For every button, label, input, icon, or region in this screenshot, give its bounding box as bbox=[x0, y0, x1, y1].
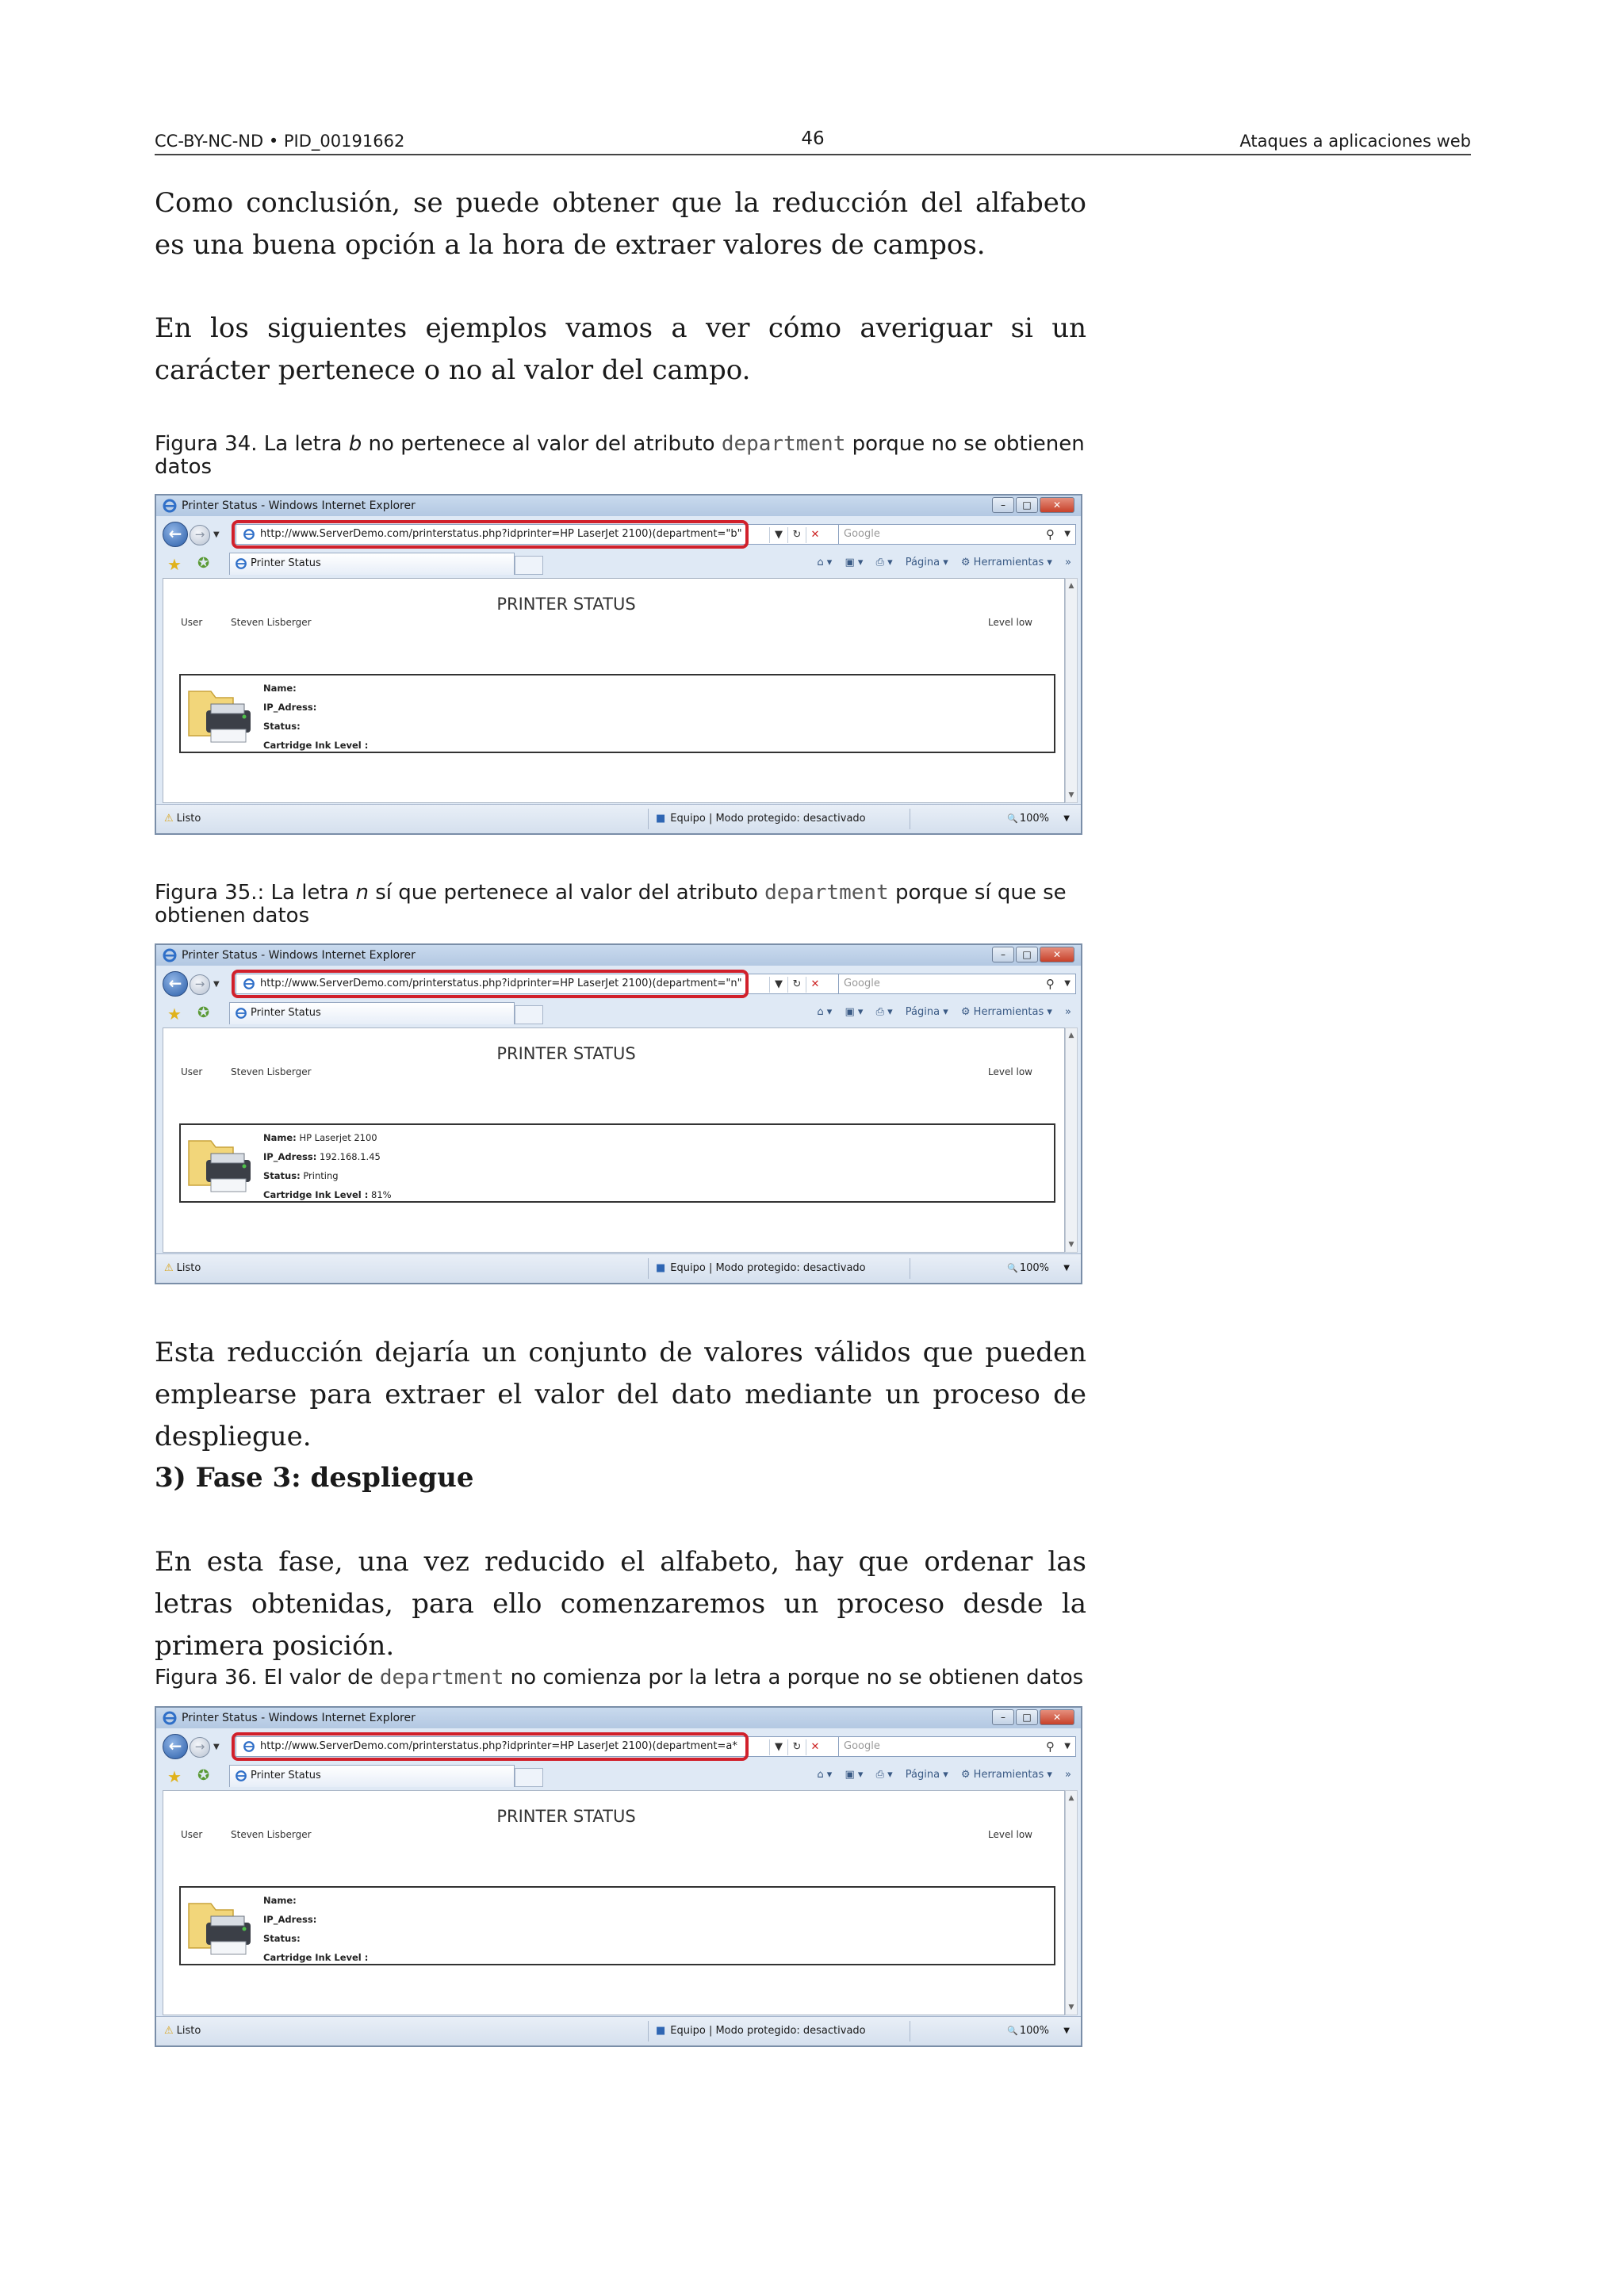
vertical-scrollbar[interactable] bbox=[1065, 578, 1078, 803]
figure-caption-36 bbox=[155, 1667, 1086, 1689]
printer-folder-icon bbox=[184, 1130, 260, 1198]
caption-text: sí que pertenece al valor del atributo bbox=[369, 881, 765, 905]
page-number: 46 bbox=[801, 128, 825, 149]
ip-label: IP_Adress: bbox=[263, 1151, 317, 1162]
address-url: http://www.ServerDemo.com/printerstatus.php?idprinter=HP LaserJet 2100)(department=a* bbox=[260, 1740, 737, 1752]
printer-folder-icon bbox=[184, 1892, 260, 1961]
command-bar bbox=[807, 557, 1071, 568]
status-row bbox=[263, 717, 368, 736]
search-input[interactable] bbox=[838, 1736, 1076, 1757]
address-buttons bbox=[769, 977, 824, 993]
printer-fields bbox=[263, 679, 368, 755]
ink-level-label: Level low bbox=[988, 1066, 1032, 1077]
ie-logo-icon bbox=[163, 1711, 177, 1725]
ink-label: Cartridge Ink Level : bbox=[263, 1189, 369, 1200]
status-ready: ⚠ Listo bbox=[164, 813, 201, 825]
tools-menu-label: Herramientas ▾ bbox=[973, 557, 1052, 568]
caption-text: no pertenece al valor del atributo bbox=[362, 432, 722, 456]
tab-bar bbox=[156, 1763, 1081, 1789]
tab-label: Printer Status bbox=[251, 1770, 321, 1781]
close-icon[interactable]: ✕ bbox=[1040, 1709, 1074, 1725]
window-title: Printer Status - Windows Internet Explorer bbox=[182, 949, 416, 962]
paragraph-conclusion: Como conclusión, se puede obtener que la reducción del alfabeto es una buena opción a la hora de extraer valores de campos. bbox=[155, 187, 1086, 261]
chevron-down-icon[interactable]: ▼ bbox=[1064, 530, 1071, 538]
caption-text: no comienza por la letra a porque no se obtienen datos bbox=[504, 1666, 1084, 1689]
refresh-icon[interactable]: ↻ bbox=[787, 977, 806, 993]
search-icon[interactable]: ⚲ bbox=[1046, 1739, 1055, 1754]
name-row bbox=[263, 1891, 368, 1910]
user-label: User bbox=[181, 1829, 203, 1840]
back-icon[interactable]: ← bbox=[163, 1734, 188, 1759]
user-label: User bbox=[181, 617, 203, 628]
navigation-bar bbox=[156, 518, 1081, 551]
caption-text: porque sí que se obtienen datos bbox=[155, 881, 1067, 928]
scroll-up-icon[interactable]: ▲ bbox=[1068, 1031, 1074, 1039]
stop-icon[interactable]: ✕ bbox=[806, 1739, 824, 1755]
address-buttons bbox=[769, 527, 824, 543]
favorites-star-icon[interactable]: ★ bbox=[167, 555, 182, 574]
page-menu-label: Página ▾ bbox=[905, 557, 948, 568]
user-name: Steven Lisberger bbox=[231, 617, 312, 628]
caption-text: Figura 35.: La letra bbox=[155, 881, 356, 905]
tab-printer-status[interactable] bbox=[229, 1765, 515, 1787]
name-value: HP Laserjet 2100 bbox=[299, 1132, 377, 1143]
ie-page-icon bbox=[235, 1770, 247, 1782]
window-title: Printer Status - Windows Internet Explorer bbox=[182, 1712, 416, 1724]
page-content bbox=[163, 1790, 1065, 2015]
back-icon[interactable]: ← bbox=[163, 522, 188, 547]
user-name: Steven Lisberger bbox=[231, 1066, 312, 1077]
maximize-icon[interactable]: □ bbox=[1016, 947, 1038, 962]
status-bar bbox=[156, 804, 1081, 833]
name-row bbox=[263, 679, 368, 698]
zoom-level[interactable]: 🔍 100% bbox=[1007, 813, 1049, 825]
add-favorites-icon[interactable]: ✪ bbox=[197, 1767, 210, 1784]
divider bbox=[648, 1258, 649, 1279]
name-label: Name: bbox=[263, 1895, 297, 1906]
caption-text: Figura 34. La letra bbox=[155, 432, 349, 456]
forward-icon[interactable]: → bbox=[190, 974, 210, 995]
highlight-box bbox=[232, 970, 749, 998]
status-row bbox=[263, 1166, 392, 1185]
status-bar bbox=[156, 2016, 1081, 2045]
add-favorites-icon[interactable]: ✪ bbox=[197, 555, 210, 572]
caption-italic: b bbox=[348, 432, 362, 456]
chevron-down-icon[interactable]: ▼ bbox=[1064, 979, 1071, 988]
home-icon[interactable]: ⌂ ▾ bbox=[817, 1769, 833, 1781]
new-tab-button[interactable] bbox=[515, 556, 543, 575]
document-title: Ataques a aplicaciones web bbox=[1239, 132, 1471, 151]
status-label: Status: bbox=[263, 1170, 301, 1181]
browser-window-figure-36 bbox=[155, 1706, 1082, 2047]
status-bar bbox=[156, 1253, 1081, 1283]
window-titlebar bbox=[156, 496, 1081, 516]
scroll-up-icon[interactable]: ▲ bbox=[1068, 1794, 1074, 1802]
minimize-icon[interactable]: – bbox=[992, 1709, 1014, 1725]
divider bbox=[648, 809, 649, 829]
ie-page-icon bbox=[235, 1007, 247, 1020]
status-label: Status: bbox=[263, 721, 301, 732]
print-icon[interactable]: ⎙ ▾ bbox=[875, 557, 893, 568]
chevron-down-icon[interactable]: ▼ bbox=[769, 1739, 787, 1755]
vertical-scrollbar[interactable] bbox=[1065, 1790, 1078, 2015]
forward-icon[interactable]: → bbox=[190, 525, 210, 545]
stop-icon[interactable]: ✕ bbox=[806, 527, 824, 543]
tools-menu[interactable]: ⚙ Herramientas ▾ bbox=[960, 1006, 1052, 1018]
security-zone[interactable]: ■ Equipo | Modo protegido: desactivado bbox=[656, 813, 866, 825]
printer-folder-icon bbox=[184, 680, 260, 748]
ink-row bbox=[263, 736, 368, 755]
browser-window-figure-35 bbox=[155, 943, 1082, 1284]
vertical-scrollbar[interactable] bbox=[1065, 1027, 1078, 1253]
ink-value: 81% bbox=[371, 1189, 392, 1200]
navigation-bar bbox=[156, 1730, 1081, 1763]
ink-label: Cartridge Ink Level : bbox=[263, 740, 369, 751]
caption-italic: n bbox=[355, 881, 369, 905]
tools-menu[interactable]: ⚙ Herramientas ▾ bbox=[960, 557, 1052, 568]
security-zone[interactable]: ■ Equipo | Modo protegido: desactivado bbox=[656, 2025, 866, 2037]
chevron-down-icon[interactable]: ▼ bbox=[1064, 1742, 1071, 1751]
tools-menu-label: Herramientas ▾ bbox=[973, 1006, 1052, 1018]
printer-status-title: PRINTER STATUS bbox=[496, 1807, 636, 1826]
chevron-right-icon[interactable]: » bbox=[1065, 557, 1071, 568]
ink-row bbox=[263, 1185, 392, 1204]
caption-code: department bbox=[721, 432, 846, 456]
browser-window-figure-34 bbox=[155, 494, 1082, 835]
ie-logo-icon bbox=[163, 948, 177, 962]
divider bbox=[648, 2021, 649, 2042]
printer-info-box bbox=[179, 1886, 1055, 1965]
status-ready: ⚠ Listo bbox=[164, 2025, 201, 2037]
name-label: Name: bbox=[263, 683, 297, 694]
scroll-up-icon[interactable]: ▲ bbox=[1068, 582, 1074, 590]
zoom-level[interactable]: 🔍 100% bbox=[1007, 2025, 1049, 2037]
chevron-down-icon[interactable]: ▼ bbox=[213, 530, 220, 539]
ink-level-label: Level low bbox=[988, 1829, 1032, 1840]
search-input[interactable] bbox=[838, 974, 1076, 994]
tab-label: Printer Status bbox=[251, 557, 321, 569]
user-label: User bbox=[181, 1066, 203, 1077]
refresh-icon[interactable]: ↻ bbox=[787, 1739, 806, 1755]
window-controls bbox=[992, 497, 1074, 513]
window-controls bbox=[992, 1709, 1074, 1725]
navigation-bar bbox=[156, 967, 1081, 1001]
printer-fields bbox=[263, 1891, 368, 1967]
close-icon[interactable]: ✕ bbox=[1040, 947, 1074, 962]
zoom-level[interactable]: 🔍 100% bbox=[1007, 1262, 1049, 1274]
tab-bar bbox=[156, 1001, 1081, 1026]
status-row bbox=[263, 1929, 368, 1948]
command-bar bbox=[807, 1769, 1071, 1781]
search-icon[interactable]: ⚲ bbox=[1046, 527, 1055, 541]
tools-menu-label: Herramientas ▾ bbox=[973, 1769, 1052, 1781]
forward-icon[interactable]: → bbox=[190, 1737, 210, 1758]
caption-text: Figura 36. El valor de bbox=[155, 1666, 380, 1689]
printer-fields bbox=[263, 1128, 392, 1204]
printer-info-box bbox=[179, 1123, 1055, 1203]
tab-label: Printer Status bbox=[251, 1007, 321, 1019]
page-content bbox=[163, 1027, 1065, 1253]
back-icon[interactable]: ← bbox=[163, 971, 188, 997]
ink-level-label: Level low bbox=[988, 617, 1032, 628]
maximize-icon[interactable]: □ bbox=[1016, 1709, 1038, 1725]
minimize-icon[interactable]: – bbox=[992, 947, 1014, 962]
page-menu[interactable] bbox=[906, 1006, 948, 1018]
chevron-down-icon[interactable]: ▼ bbox=[1063, 814, 1070, 823]
figure-caption-35 bbox=[155, 882, 1086, 928]
search-placeholder: Google bbox=[844, 528, 880, 540]
window-controls bbox=[992, 947, 1074, 962]
page-header bbox=[155, 127, 1471, 155]
chevron-right-icon[interactable]: » bbox=[1065, 1769, 1071, 1781]
highlight-box bbox=[232, 1732, 749, 1761]
section-heading: 3) Fase 3: despliegue bbox=[155, 1462, 474, 1494]
tab-printer-status[interactable] bbox=[229, 553, 515, 575]
home-icon[interactable]: ⌂ ▾ bbox=[817, 1006, 833, 1018]
paragraph-examples: En los siguientes ejemplos vamos a ver cómo averiguar si un carácter pertenece o no al valor del campo. bbox=[155, 312, 1086, 386]
tools-menu[interactable]: ⚙ Herramientas ▾ bbox=[960, 1769, 1052, 1781]
chevron-down-icon[interactable]: ▼ bbox=[1063, 1264, 1070, 1272]
caption-code: department bbox=[764, 881, 889, 905]
search-placeholder: Google bbox=[844, 1740, 880, 1752]
stop-icon[interactable]: ✕ bbox=[806, 977, 824, 993]
ip-row bbox=[263, 698, 368, 717]
maximize-icon[interactable]: □ bbox=[1016, 497, 1038, 513]
page-menu-label: Página ▾ bbox=[905, 1769, 948, 1781]
window-titlebar bbox=[156, 945, 1081, 966]
scroll-down-icon[interactable]: ▼ bbox=[1068, 2003, 1074, 2011]
ink-label: Cartridge Ink Level : bbox=[263, 1952, 369, 1963]
printer-status-title: PRINTER STATUS bbox=[496, 595, 636, 614]
address-buttons bbox=[769, 1739, 824, 1755]
printer-status-title: PRINTER STATUS bbox=[496, 1044, 636, 1063]
paragraph-phase3: En esta fase, una vez reducido el alfabeto, hay que ordenar las letras obtenidas, para ello comenzaremos un proceso desde la primera posición. bbox=[155, 1546, 1086, 1662]
scroll-down-icon[interactable]: ▼ bbox=[1068, 791, 1074, 799]
new-tab-button[interactable] bbox=[515, 1005, 543, 1024]
window-titlebar bbox=[156, 1708, 1081, 1728]
ip-row bbox=[263, 1910, 368, 1929]
minimize-icon[interactable]: – bbox=[992, 497, 1014, 513]
status-ready: ⚠ Listo bbox=[164, 1262, 201, 1274]
ip-label: IP_Adress: bbox=[263, 702, 317, 713]
ink-row bbox=[263, 1948, 368, 1967]
highlight-box bbox=[232, 520, 749, 549]
search-icon[interactable]: ⚲ bbox=[1046, 977, 1055, 991]
home-icon[interactable]: ⌂ ▾ bbox=[817, 557, 833, 568]
tab-bar bbox=[156, 551, 1081, 576]
feeds-icon[interactable]: ▣ ▾ bbox=[845, 557, 864, 568]
figure-caption-34 bbox=[155, 433, 1086, 479]
feeds-icon[interactable]: ▣ ▾ bbox=[845, 1006, 864, 1018]
caption-code: department bbox=[379, 1666, 504, 1689]
caption-text: porque no se obtienen datos bbox=[155, 432, 1085, 479]
status-value: Printing bbox=[303, 1170, 339, 1181]
chevron-right-icon[interactable]: » bbox=[1065, 1006, 1071, 1018]
close-icon[interactable]: ✕ bbox=[1040, 497, 1074, 513]
chevron-down-icon[interactable]: ▼ bbox=[769, 977, 787, 993]
chevron-down-icon[interactable]: ▼ bbox=[769, 527, 787, 543]
new-tab-button[interactable] bbox=[515, 1768, 543, 1787]
chevron-down-icon[interactable]: ▼ bbox=[213, 980, 220, 989]
page-menu-label: Página ▾ bbox=[905, 1006, 948, 1018]
print-icon[interactable]: ⎙ ▾ bbox=[875, 1769, 893, 1781]
user-name: Steven Lisberger bbox=[231, 1829, 312, 1840]
paragraph-reduction: Esta reducción dejaría un conjunto de valores válidos que pueden emplearse para extraer el valor del dato mediante un proceso de despliegue. bbox=[155, 1337, 1086, 1452]
ie-page-icon bbox=[235, 557, 247, 570]
chevron-down-icon[interactable]: ▼ bbox=[213, 1743, 220, 1751]
security-zone[interactable]: ■ Equipo | Modo protegido: desactivado bbox=[656, 1262, 866, 1274]
ip-value: 192.168.1.45 bbox=[320, 1151, 381, 1162]
page-menu[interactable] bbox=[906, 557, 948, 568]
status-label: Status: bbox=[263, 1933, 301, 1944]
add-favorites-icon[interactable]: ✪ bbox=[197, 1004, 210, 1021]
chevron-down-icon[interactable]: ▼ bbox=[1063, 2026, 1070, 2035]
favorites-star-icon[interactable]: ★ bbox=[167, 1004, 182, 1024]
favorites-star-icon[interactable]: ★ bbox=[167, 1767, 182, 1786]
tab-printer-status[interactable] bbox=[229, 1002, 515, 1024]
ie-logo-icon bbox=[163, 499, 177, 513]
page-menu[interactable] bbox=[906, 1769, 948, 1781]
license-id: CC-BY-NC-ND • PID_00191662 bbox=[155, 132, 405, 151]
address-url: http://www.ServerDemo.com/printerstatus.php?idprinter=HP LaserJet 2100)(department="b" bbox=[260, 528, 742, 540]
window-title: Printer Status - Windows Internet Explorer bbox=[182, 499, 416, 512]
command-bar bbox=[807, 1006, 1071, 1018]
scroll-down-icon[interactable]: ▼ bbox=[1068, 1241, 1074, 1249]
search-placeholder: Google bbox=[844, 978, 880, 989]
name-row bbox=[263, 1128, 392, 1147]
page-content bbox=[163, 578, 1065, 803]
ip-label: IP_Adress: bbox=[263, 1914, 317, 1925]
name-label: Name: bbox=[263, 1132, 297, 1143]
search-input[interactable] bbox=[838, 524, 1076, 545]
feeds-icon[interactable]: ▣ ▾ bbox=[845, 1769, 864, 1781]
address-url: http://www.ServerDemo.com/printerstatus.php?idprinter=HP LaserJet 2100)(department="n" bbox=[260, 978, 742, 989]
printer-info-box bbox=[179, 674, 1055, 753]
print-icon[interactable]: ⎙ ▾ bbox=[875, 1006, 893, 1018]
refresh-icon[interactable]: ↻ bbox=[787, 527, 806, 543]
ip-row bbox=[263, 1147, 392, 1166]
